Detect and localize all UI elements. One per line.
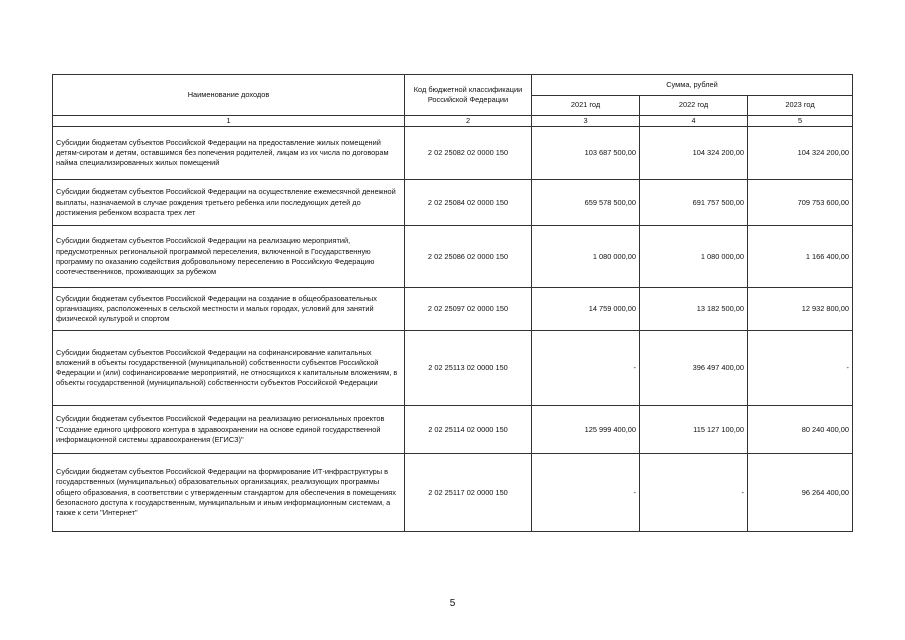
row-amount-2021: 659 578 500,00 (532, 180, 640, 226)
column-number: 5 (748, 116, 853, 127)
row-code: 2 02 25114 02 0000 150 (405, 406, 532, 454)
row-amount-2023: 96 264 400,00 (748, 454, 853, 532)
row-amount-2023: 104 324 200,00 (748, 127, 853, 180)
row-amount-2022: 396 497 400,00 (640, 331, 748, 406)
column-number: 4 (640, 116, 748, 127)
column-number: 1 (53, 116, 405, 127)
row-code: 2 02 25113 02 0000 150 (405, 331, 532, 406)
header-sum: Сумма, рублей (532, 75, 853, 96)
table-row (53, 226, 853, 288)
row-amount-2021: 103 687 500,00 (532, 127, 640, 180)
row-code: 2 02 25086 02 0000 150 (405, 226, 532, 288)
table-row (53, 331, 853, 406)
table-row (53, 454, 853, 532)
column-number: 3 (532, 116, 640, 127)
row-amount-2023: 709 753 600,00 (748, 180, 853, 226)
row-name: Субсидии бюджетам субъектов Российской Федерации на формирование ИТ-инфраструктуры в государственных (муниципальных) образовательных организациях, реализующих программы общего образования, в соответствии с утвержденным стандартом для обеспечения в помещениях безопасного доступа к государственным, муниципальным и иным информационным системам, а также к сети "Интернет" (53, 454, 405, 532)
row-name: Субсидии бюджетам субъектов Российской Федерации на реализацию региональных проектов "Создание единого цифрового контура в здравоохранении на основе единой государственной информационной системы здравоохранения (ЕГИСЗ)" (53, 406, 405, 454)
header-name: Наименование доходов (53, 75, 405, 116)
row-code: 2 02 25117 02 0000 150 (405, 454, 532, 532)
row-amount-2021: 14 759 000,00 (532, 288, 640, 331)
row-amount-2021: - (532, 331, 640, 406)
row-amount-2023: - (748, 331, 853, 406)
table-body (53, 127, 853, 532)
row-name: Субсидии бюджетам субъектов Российской Федерации на предоставление жилых помещений детям-сиротам и детям, оставшимся без попечения родителей, лицам из их числа по договорам найма специализированных жилых помещений (53, 127, 405, 180)
column-number: 2 (405, 116, 532, 127)
row-amount-2023: 80 240 400,00 (748, 406, 853, 454)
row-name: Субсидии бюджетам субъектов Российской Федерации на осуществление ежемесячной денежной выплаты, назначаемой в случае рождения третьего ребенка или последующих детей до достижения ребенком возраста трех лет (53, 180, 405, 226)
row-name: Субсидии бюджетам субъектов Российской Федерации на софинансирование капитальных вложений в объекты государственной (муниципальной) собственности субъектов Российской Федерации и (или) софинансирование мероприятий, не относящихся к капитальным вложениям, в объекты государственной (муниципальной) собственности субъектов Российской Федерации (53, 331, 405, 406)
header-year-2023: 2023 год (748, 96, 853, 116)
row-amount-2023: 1 166 400,00 (748, 226, 853, 288)
row-amount-2021: 1 080 000,00 (532, 226, 640, 288)
row-amount-2022: 691 757 500,00 (640, 180, 748, 226)
table-row (53, 180, 853, 226)
row-code: 2 02 25097 02 0000 150 (405, 288, 532, 331)
header-code: Код бюджетной классификации Российской Федерации (405, 75, 532, 116)
table-row (53, 406, 853, 454)
row-amount-2022: 13 182 500,00 (640, 288, 748, 331)
row-amount-2022: 1 080 000,00 (640, 226, 748, 288)
table-header (53, 75, 853, 127)
row-amount-2022: 104 324 200,00 (640, 127, 748, 180)
header-year-2021: 2021 год (532, 96, 640, 116)
row-code: 2 02 25082 02 0000 150 (405, 127, 532, 180)
column-number-row (53, 116, 853, 127)
row-name: Субсидии бюджетам субъектов Российской Федерации на создание в общеобразовательных организациях, расположенных в сельской местности и малых городах, условий для занятий физической культурой и спортом (53, 288, 405, 331)
header-year-2022: 2022 год (640, 96, 748, 116)
row-code: 2 02 25084 02 0000 150 (405, 180, 532, 226)
row-amount-2021: - (532, 454, 640, 532)
row-amount-2021: 125 999 400,00 (532, 406, 640, 454)
row-name: Субсидии бюджетам субъектов Российской Федерации на реализацию мероприятий, предусмотренных региональной программой переселения, включенной в Государственную программу по оказанию содействия добровольному переселению в Российскую Федерацию соотечественников, проживающих за рубежом (53, 226, 405, 288)
page-number: 5 (449, 598, 456, 609)
row-amount-2022: 115 127 100,00 (640, 406, 748, 454)
row-amount-2022: - (640, 454, 748, 532)
table-row (53, 288, 853, 331)
row-amount-2023: 12 932 800,00 (748, 288, 853, 331)
table-row (53, 127, 853, 180)
revenue-table (52, 74, 853, 532)
